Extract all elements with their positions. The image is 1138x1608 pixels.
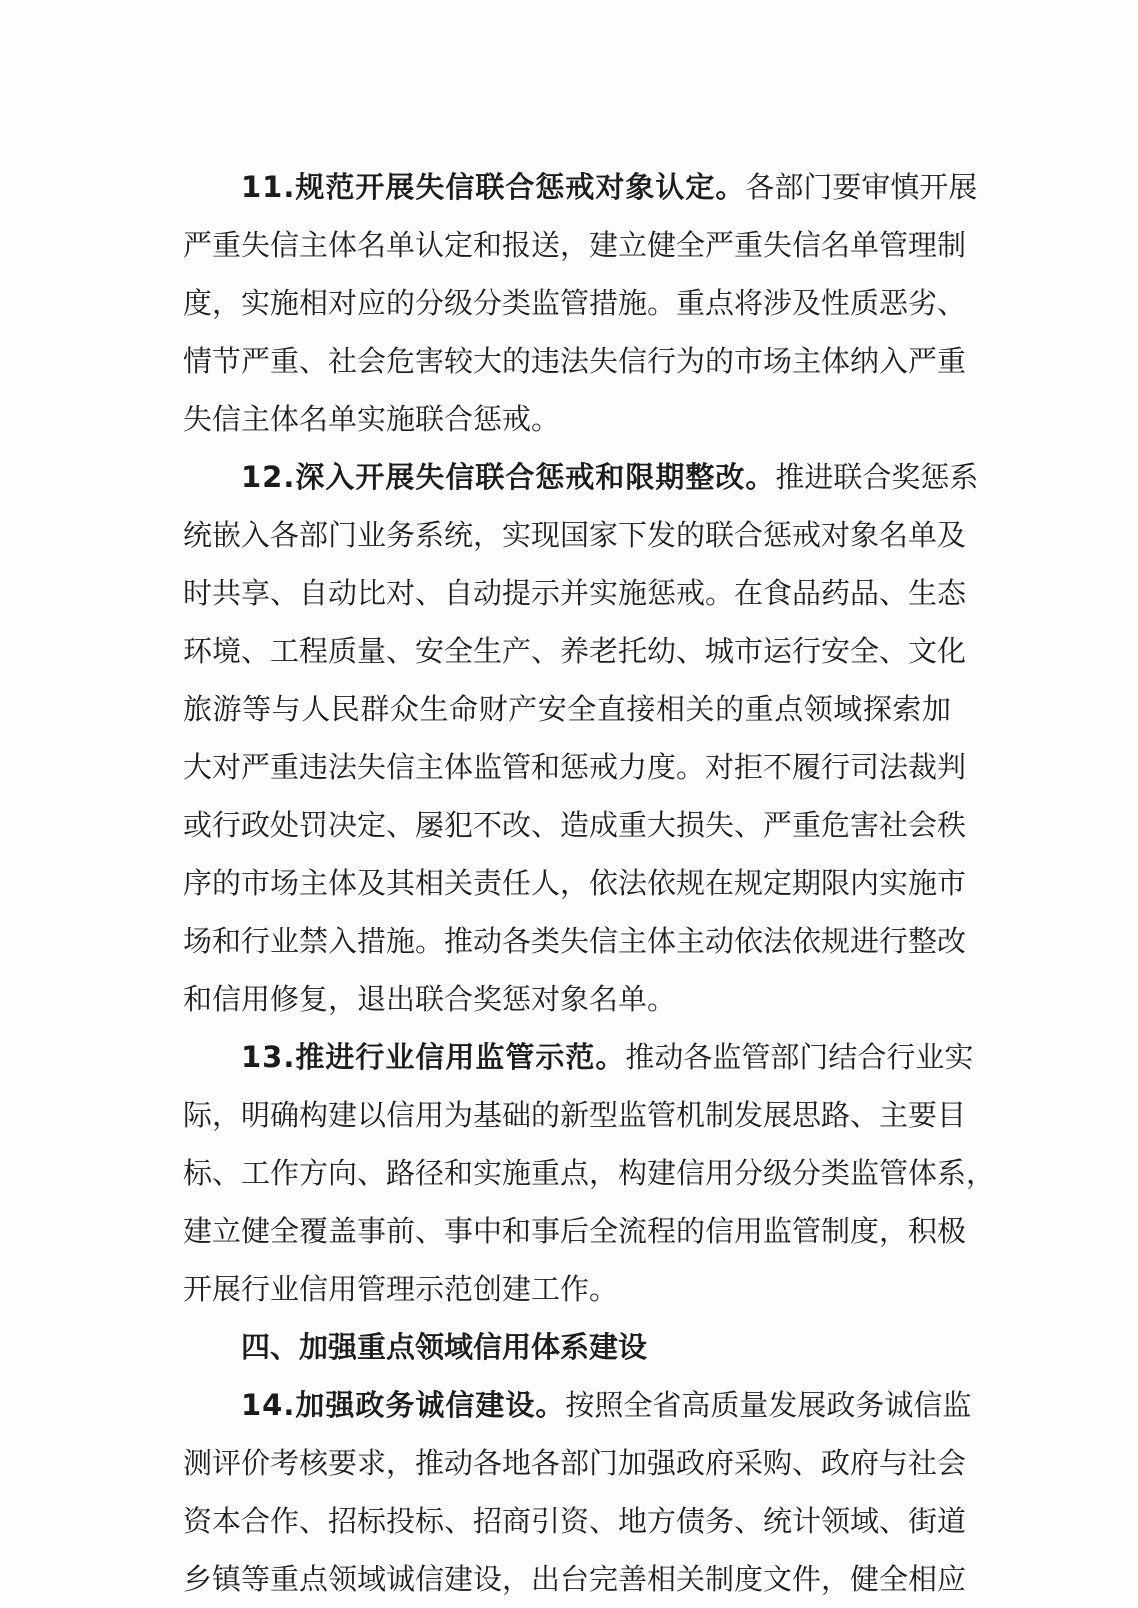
paragraph-line: 严重失信主体名单认定和报送，建立健全严重失信名单管理制	[183, 228, 967, 262]
document-body	[183, 158, 996, 1608]
paragraph-text: 推进联合奖惩系	[775, 460, 979, 494]
paragraph-line: 序的市场主体及其相关责任人，依法依规在规定期限内实施市	[183, 866, 967, 900]
paragraph-first-line	[183, 1376, 972, 1434]
paragraph-text: 各部门要审慎开展	[745, 170, 978, 204]
paragraph-11	[183, 158, 978, 448]
paragraph-heading: 14.加强政务诚信建设。	[241, 1388, 566, 1422]
section-heading: 四、加强重点领域信用体系建设	[241, 1330, 648, 1364]
paragraph-line: 测评价考核要求，推动各地各部门加强政府采购、政府与社会	[183, 1446, 967, 1480]
paragraph-13	[183, 1028, 996, 1318]
paragraph-line: 开展行业信用管理示范创建工作。	[183, 1272, 619, 1306]
paragraph-text: 按照全省高质量发展政务诚信监	[565, 1388, 972, 1422]
paragraph-line: 建立健全覆盖事前、事中和事后全流程的信用监管制度，积极	[183, 1214, 967, 1248]
paragraph-line: 际，明确构建以信用为基础的新型监管机制发展思路、主要目	[183, 1098, 967, 1132]
paragraph-line: 乡镇等重点领域诚信建设，出台完善相关制度文件，健全相应	[183, 1562, 967, 1596]
paragraph-heading: 12.深入开展失信联合惩戒和限期整改。	[241, 460, 776, 494]
paragraph-12	[183, 448, 979, 1028]
paragraph-line: 失信主体名单实施联合惩戒。	[183, 402, 561, 436]
paragraph-text: 推动各监管部门结合行业实	[625, 1040, 974, 1074]
paragraph-line: 旅游等与人民群众生命财产安全直接相关的重点领域探索加	[183, 692, 951, 726]
paragraph-line: 或行政处罚决定、屡犯不改、造成重大损失、严重危害社会秩	[183, 808, 967, 842]
paragraph-heading: 11.规范开展失信联合惩戒对象认定。	[241, 170, 746, 204]
paragraph-line: 统嵌入各部门业务系统，实现国家下发的联合惩戒对象名单及	[183, 518, 967, 552]
paragraph-first-line	[183, 448, 979, 506]
paragraph-line: 标、工作方向、路径和实施重点，构建信用分级分类监管体系，	[183, 1156, 996, 1190]
paragraph-line: 情节严重、社会危害较大的违法失信行为的市场主体纳入严重	[183, 344, 967, 378]
paragraph-line: 资本合作、招标投标、招商引资、地方债务、统计领域、街道	[183, 1504, 967, 1538]
paragraph-line: 场和行业禁入措施。推动各类失信主体主动依法依规进行整改	[183, 924, 967, 958]
paragraph-first-line	[183, 158, 978, 216]
paragraph-line: 大对严重违法失信主体监管和惩戒力度。对拒不履行司法裁判	[183, 750, 967, 784]
paragraph-line: 环境、工程质量、安全生产、养老托幼、城市运行安全、文化	[183, 634, 967, 668]
paragraph-line: 和信用修复，退出联合奖惩对象名单。	[183, 982, 677, 1016]
paragraph-14	[183, 1376, 972, 1608]
paragraph-line: 时共享、自动比对、自动提示并实施惩戒。在食品药品、生态	[183, 576, 967, 610]
paragraph-heading: 13.推进行业信用监管示范。	[241, 1040, 626, 1074]
paragraph-first-line	[183, 1028, 974, 1086]
paragraph-line: 度，实施相对应的分级分类监管措施。重点将涉及性质恶劣、	[183, 286, 967, 320]
